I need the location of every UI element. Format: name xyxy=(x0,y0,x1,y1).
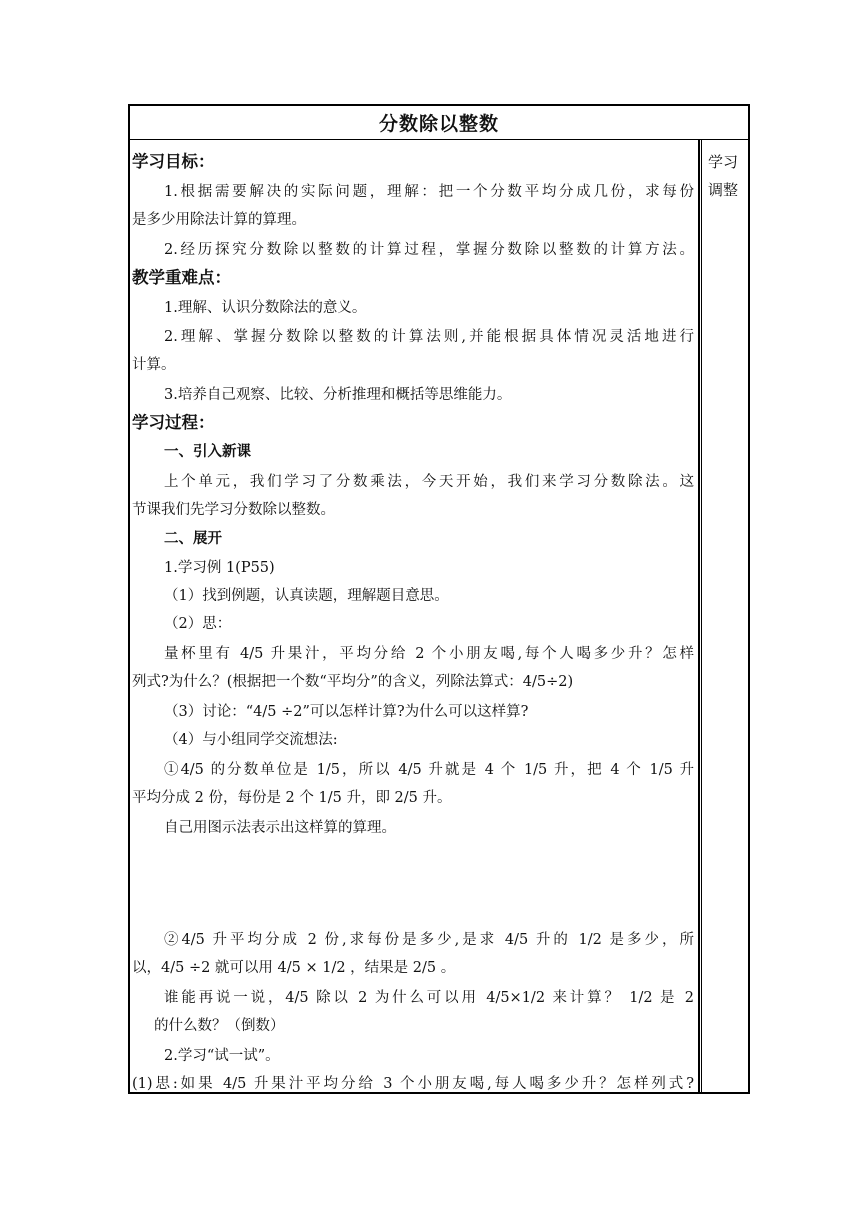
column-divider-inner xyxy=(701,140,702,1092)
ask-line2: 的什么数？（倒数） xyxy=(154,1018,285,1034)
method-2-line2: 以，4/5 ÷2 就可以用 4/5 × 1/2 ，结果是 2/5 。 xyxy=(132,960,456,976)
lesson-plan-table xyxy=(128,104,750,1094)
main-content xyxy=(130,140,696,1092)
objective-1-line1: 1.根据需要解决的实际问题，理解：把一个分数平均分成几份，求每份 xyxy=(164,184,694,200)
method-1-note: 自己用图示法表示出这样算的算理。 xyxy=(164,820,396,836)
page-title: 分数除以整数 xyxy=(378,113,499,135)
side-label-line1: 学习 xyxy=(708,153,739,171)
key-point-2-line2: 计算。 xyxy=(132,357,176,373)
method-1-line2: 平均分成 2 份，每份是 2 个 1/5 升，即 2/5 升。 xyxy=(132,790,452,806)
question-line1: 量杯里有 4/5 升果汁，平均分给 2 个小朋友喝,每个人喝多少升？怎样 xyxy=(164,646,694,662)
key-point-3: 3.培养自己观察、比较、分析推理和概括等思维能力。 xyxy=(164,387,512,403)
step-1: （1）找到例题，认真读题，理解题目意思。 xyxy=(164,588,449,604)
step-4: （4）与小组同学交流想法: xyxy=(164,732,338,748)
intro-line2: 节课我们先学习分数除以整数。 xyxy=(132,502,335,518)
title-row xyxy=(130,106,748,140)
section-2-heading: 二、展开 xyxy=(164,531,222,547)
key-point-1: 1.理解、认识分数除法的意义。 xyxy=(164,300,367,316)
step-2: （2）思： xyxy=(164,616,232,632)
objective-1-line2: 是多少用除法计算的算理。 xyxy=(132,212,306,228)
ask-line1: 谁能再说一说，4/5 除以 2 为什么可以用 4/5×1/2 来计算？ 1/2 是 2 xyxy=(164,990,694,1006)
example-2-title: 2.学习“试一试”。 xyxy=(164,1048,280,1064)
intro-line1: 上个单元，我们学习了分数乘法，今天开始，我们来学习分数除法。这 xyxy=(164,474,694,490)
objective-2: 2.经历探究分数除以整数的计算过程，掌握分数除以整数的计算方法。 xyxy=(164,242,694,258)
column-divider xyxy=(698,140,700,1092)
method-1-line1: ①4/5 的分数单位是 1/5，所以 4/5 升就是 4 个 1/5 升，把 4 个 1/5 升 xyxy=(164,762,694,778)
side-column xyxy=(708,148,744,204)
side-label-line2: 调整 xyxy=(708,181,739,199)
try-line1: (1)思:如果 4/5 升果汁平均分给 3 个小朋友喝,每人喝多少升？怎样列式? xyxy=(132,1076,694,1092)
objectives-heading: 学习目标： xyxy=(132,152,215,171)
example-1-title: 1.学习例 1(P55) xyxy=(164,560,275,576)
key-point-2-line1: 2.理解、掌握分数除以整数的计算法则,并能根据具体情况灵活地进行 xyxy=(164,329,694,345)
process-heading: 学习过程： xyxy=(132,413,215,432)
question-line2: 列式?为什么？(根据把一个数“平均分”的含义，列除法算式：4/5÷2) xyxy=(132,674,574,690)
section-1-heading: 一、引入新课 xyxy=(164,444,251,460)
step-3: （3）讨论：“4/5 ÷2”可以怎样计算?为什么可以这样算? xyxy=(164,704,529,720)
key-points-heading: 教学重难点： xyxy=(132,268,231,287)
method-2-line1: ②4/5 升平均分成 2 份,求每份是多少,是求 4/5 升的 1/2 是多少，所 xyxy=(164,932,694,948)
